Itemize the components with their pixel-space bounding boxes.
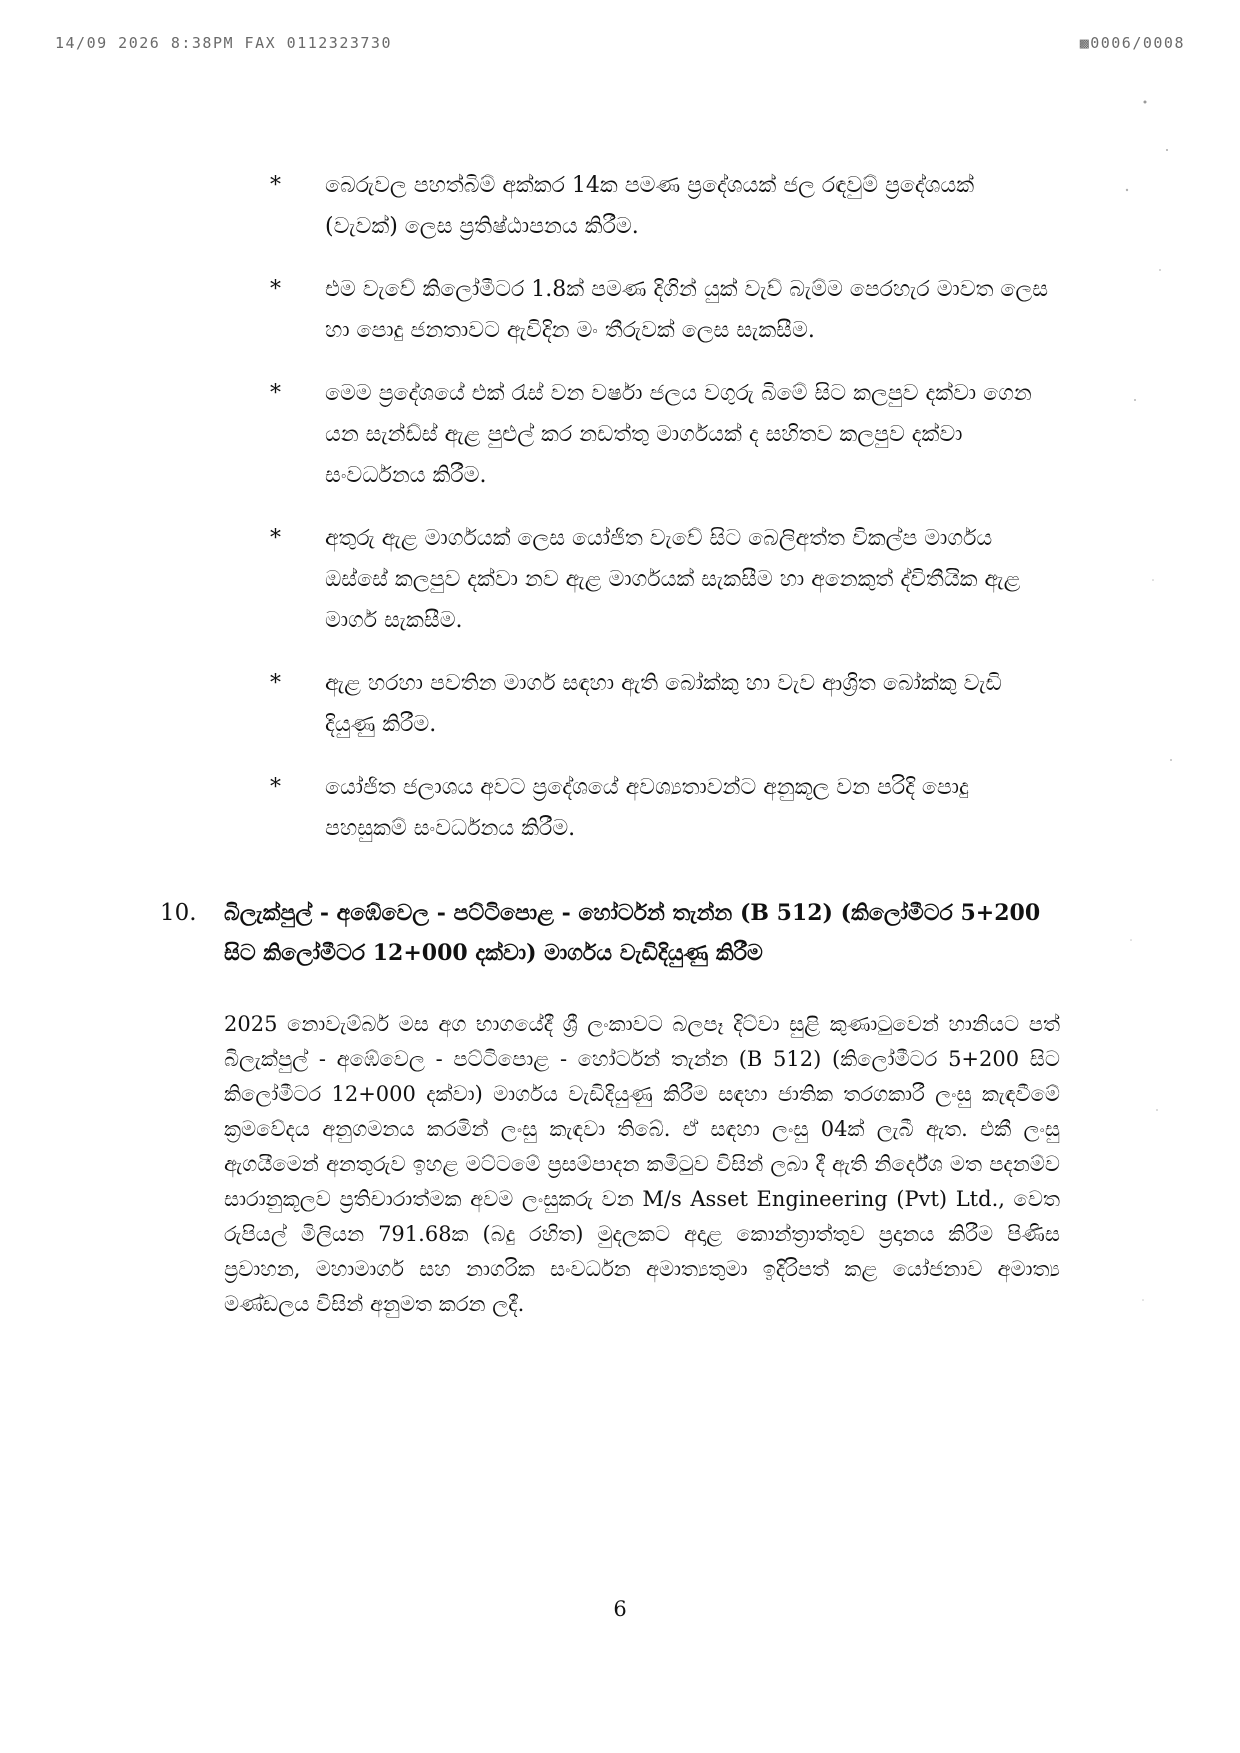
bullet-marker: * [270, 526, 281, 551]
section-10 [160, 893, 1060, 1322]
fax-transmission-info: 14/09 2026 8:38PM FAX 0112323730 [55, 34, 392, 52]
bullet-marker: * [270, 775, 281, 800]
bullet-marker: * [270, 277, 281, 302]
bullet-item [270, 373, 1050, 496]
section-body-paragraph: 2025 නොවැම්බර් මස අග භාගයේදී ශ්‍රී ලංකාවට බලපෑ දිට්වා සුළි කුණාටුවෙන් හානියට පත් බිලැක්පුල් - අඹේවෙල - පට්ටිපොළ - හෝර්ටන් තැන්න (B 512) (කිලෝමීටර 5+200 සිට කිලෝමීටර 12+000 දක්වා) මාර්ගය වැඩිදියුණු කිරීම සඳහා ජාතික තරගකාරී ලංසු කැඳවීමේ ක්‍රමවේදය අනුගමනය කරමින් ලංසු කැඳවා තිබේ. ඒ සඳහා ලංසු 04ක් ලැබී ඇත. එකී ලංසු ඇගයීමෙන් අනතුරුව ඉහළ මට්ටමේ ප්‍රසම්පාදන කමිටුව විසින් ලබා දී ඇති නිර්දේශ මත පදනම්ව සාරානුකූලව ප්‍රතිචාරාත්මක අවම ලංසුකරු වන M/s Asset Engineering (Pvt) Ltd., වෙත රුපියල් මිලියන 791.68ක (බදු රහිත) මුදලකට අදාළ කොන්ත්‍රාත්තුව ප්‍රදානය කිරීම පිණිස ප්‍රවාහන, මහාමාර්ග සහ නාගරික සංවර්ධන අමාත්‍යතුමා ඉදිරිපත් කළ යෝජනාව අමාත්‍ය මණ්ඩලය විසින් අනුමත කරන ලදී. [224, 1012, 1060, 1316]
bullet-marker: * [270, 381, 281, 406]
bullet-item [270, 518, 1050, 641]
section-title: බිලැක්පුල් - අඹේවෙල - පට්ටිපොළ - හෝර්ටන් තැන්න (B 512) (කිලෝමීටර 5+200 සිට කිලෝමීටර 12+000 දක්වා) මාර්ගය වැඩිදියුණු කිරීම [224, 900, 1041, 966]
bullet-text: මෙම ප්‍රදේශයේ එක් රැස් වන වර්ෂා ජලය වගුරු බිමේ සිට කලපුව දක්වා ගෙන යන සැන්ඩ්ස් ඇළ පුළුල් කර නඩත්තු මාර්ගයක් ද සහිතව කලපුව දක්වා සංවර්ධනය කිරීම. [325, 381, 1032, 488]
bullet-text: බෙරුවල පහත්බිම් අක්කර 14ක පමණ ප්‍රදේශයක් ජල රඳවුම් ප්‍රදේශයක් (වැවක්) ලෙස ප්‍රතිෂ්ඨාපනය කිරීම. [325, 173, 975, 239]
fax-page-counter: ▩0006/0008 [1079, 34, 1185, 52]
bullet-text: ඇළ හරහා පවතින මාර්ග සඳහා ඇති බෝක්කු හා වැව ආශ්‍රිත බෝක්කු වැඩි දියුණු කිරීම. [325, 671, 1002, 737]
bullet-marker: * [270, 671, 281, 696]
bullet-item [270, 269, 1050, 351]
bullet-text: යෝජිත ජලාශය අවට ප්‍රදේශයේ අවශ්‍යතාවන්ට අනුකූල වන පරිදි පොදු පහසුකම් සංවර්ධනය කිරීම. [325, 775, 969, 841]
bullet-text: එම වැවේ කිලෝමීටර 1.8ක් පමණ දිගින් යුක් වැව් බැම්ම පෙරහැර මාවත ලෙස හා පොදු ජනතාවට ඇවිදින මං තීරුවක් ලෙස සැකසීම. [325, 277, 1049, 343]
bullet-text: අතුරු ඇළ මාර්ගයක් ලෙස යෝජිත වැවේ සිට බෙලිඅත්ත විකල්ප මාර්ගය ඔස්සේ කලපුව දක්වා නව ඇළ මාර්ගයක් සැකසීම හා අනෙකුත් ද්විතීයික ඇළ මාර්ග සැකසීම. [325, 526, 1021, 633]
bullet-marker: * [270, 173, 281, 198]
bullet-list [270, 165, 1050, 871]
bullet-item [270, 663, 1050, 745]
bullet-item [270, 767, 1050, 849]
scan-noise-texture [1105, 60, 1185, 1560]
page-number: 6 [613, 1597, 627, 1621]
bullet-item [270, 165, 1050, 247]
section-number: 10. [160, 900, 197, 926]
